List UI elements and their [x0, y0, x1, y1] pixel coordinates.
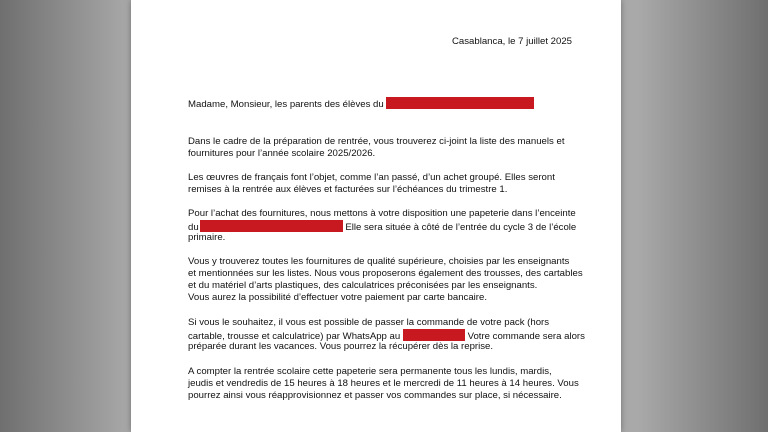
letter-date: Casablanca, le 7 juillet 2025 [451, 36, 572, 47]
paragraph-3-line-2-pre: du [188, 222, 199, 233]
redaction-block-class [386, 97, 534, 109]
paragraph-4-line-2: et mentionnées sur les listes. Nous vous proposerons également des trousses, des cartables [188, 268, 583, 279]
paragraph-3-line-2 [188, 220, 576, 234]
paragraph-6-line-3: pourrez ainsi vous réapprovisionnez et passer vos commandes sur place, si nécessaire. [188, 390, 562, 401]
paragraph-5-line-2-pre: cartable, trousse et calculatrice) par WhatsApp au [188, 331, 401, 342]
redaction-block-school [200, 220, 343, 232]
salutation-text: Madame, Monsieur, les parents des élèves du [188, 99, 384, 110]
paragraph-5-line-3: préparée durant les vacances. Vous pourrez la récupérer dès la reprise. [188, 341, 494, 352]
salutation-line [188, 97, 534, 111]
paragraph-6-line-1: A compter la rentrée scolaire cette papeterie sera permanente tous les lundis, mardis, [188, 366, 552, 377]
paragraph-1-line-1: Dans le cadre de la préparation de rentrée, vous trouverez ci-joint la liste des manuels et [188, 136, 565, 147]
document-page [131, 0, 621, 432]
paragraph-4-line-3: et du matériel d’arts plastiques, des calculatrices préconisées par les enseignants. [188, 280, 538, 291]
paragraph-5-line-2-post: Votre commande sera alors [467, 331, 585, 342]
paragraph-2-line-2: remises à la rentrée aux élèves et facturées sur l’échéances du trimestre 1. [188, 184, 508, 195]
paragraph-3-line-3: primaire. [188, 232, 226, 243]
redaction-block-phone [403, 329, 465, 341]
paragraph-1-line-2: fournitures pour l’année scolaire 2025/2026. [188, 148, 376, 159]
paragraph-4-line-4: Vous aurez la possibilité d’effectuer votre paiement par carte bancaire. [188, 292, 487, 303]
paragraph-3-line-2-post: Elle sera située à côté de l’entrée du cycle 3 de l’école [345, 222, 577, 233]
paragraph-3-line-1: Pour l’achat des fournitures, nous mettons à votre disposition une papeterie dans l’enceinte [188, 208, 576, 219]
paragraph-5-line-1: Si vous le souhaitez, il vous est possible de passer la commande de votre pack (hors [188, 317, 550, 328]
paragraph-6-line-2: jeudis et vendredis de 15 heures à 18 heures et le mercredi de 11 heures à 14 heures. Vous [188, 378, 579, 389]
paragraph-4-line-1: Vous y trouverez toutes les fournitures de qualité supérieure, choisies par les enseignants [188, 256, 570, 267]
paragraph-2-line-1: Les œuvres de français font l’objet, comme l’an passé, d’un achet groupé. Elles seront [188, 172, 555, 183]
